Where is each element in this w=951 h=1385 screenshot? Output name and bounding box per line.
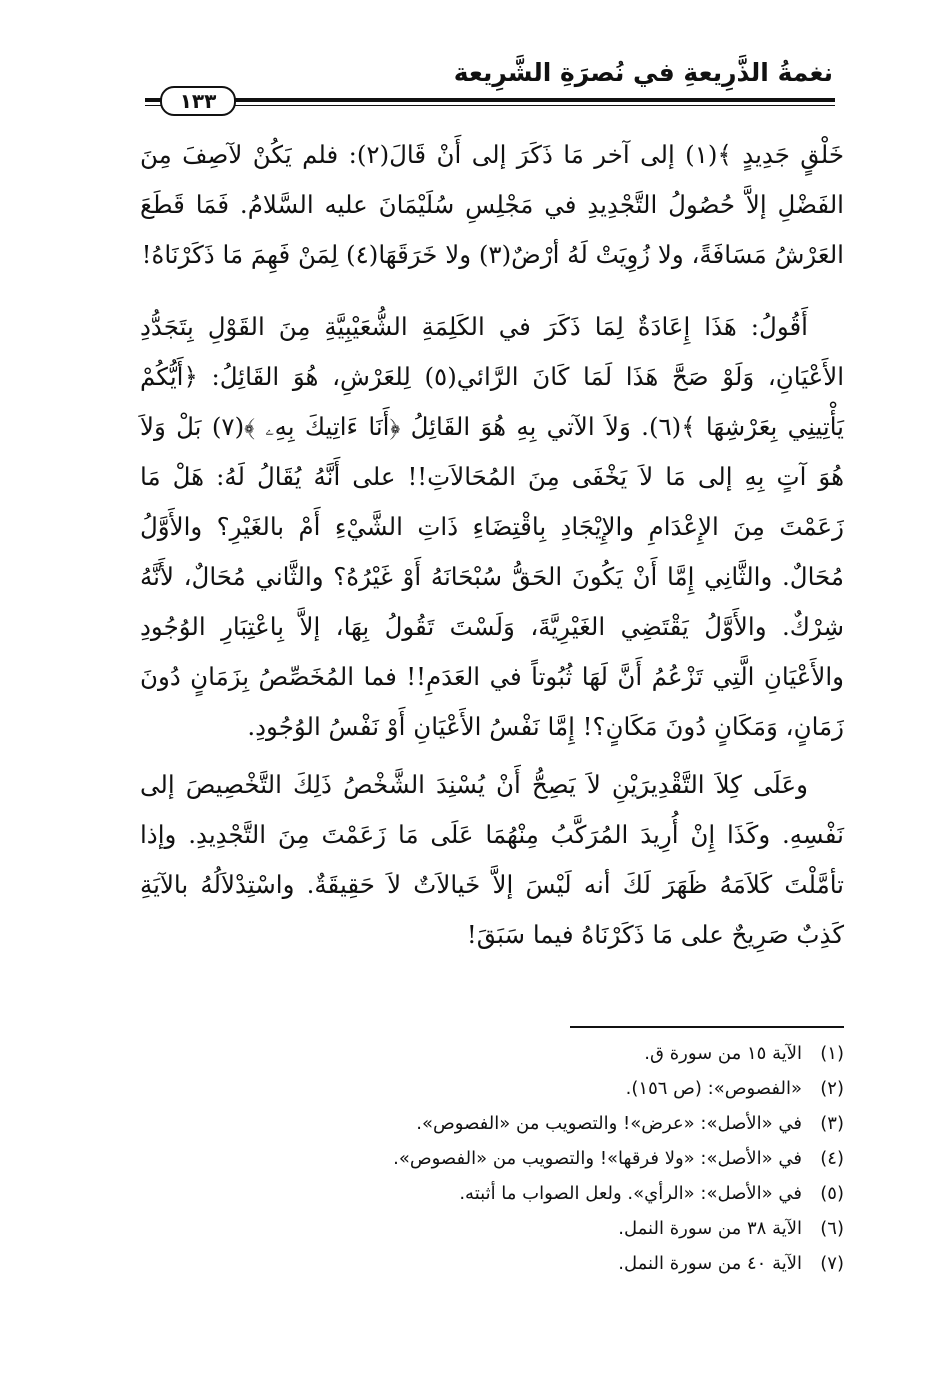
footnote-number: (١) bbox=[820, 1043, 844, 1064]
footnote-text: «الفصوص»: (ص ١٥٦). bbox=[625, 1078, 802, 1099]
footnote-number: (٤) bbox=[820, 1148, 844, 1169]
footnote-text: في «الأصل»: «عرض»! والتصويب من «الفصوص». bbox=[416, 1113, 802, 1134]
paragraph: خَلْقٍ جَدِيدٍ ﴾(١) إلى آخر مَا ذَكَرَ إلى أَنْ قَالَ(٢): فلم يَكُنْ لآصِفَ مِنَ الفَضْلِ إلاَّ حُصُولُ التَّجْدِيدِ في مَجْلِسِ سُلَيْمَانَ عليه السَّلامُ. فَمَا قَطَعَ العَرْشُ مَسَافَةً، ولا زُوِيَتْ لَهُ أرْضٌ(٣) ولا خَرَقَهَا(٤) لِمَنْ فَهِمَ مَا ذَكَرْنَاهُ! bbox=[140, 140, 844, 269]
paragraph: أَقُولُ: هَذَا إِعَادَةٌ لِمَا ذَكَرَ في الكَلِمَةِ الشُّعَيْبِيَّةِ مِنَ القَوْلِ بِتَجَدُّدِ الأَعْيَانِ، وَلَوْ صَحَّ هَذَا لَمَا كَانَ الرَّائي(٥) لِلعَرْشِ، هُوَ القَائِلُ: ﴿أَيُّكُمْ يَأْتِينِي بِعَرْشِهَا ﴾(٦). وَلاَ الآتي بِهِ هُوَ القَائِلُ ﴿أَنَا ءَاتِيكَ بِهِۦ ﴾(٧) بَلْ وَلاَ هُوَ آتٍ بِهِ إلى مَا لاَ يَخْفَى مِنَ المُحَالاَتِ!! على أَنَّهُ يُقَالُ لَهُ: هَلْ مَا زَعَمْتَ مِنَ الإِعْدَامِ والإِيْجَادِ بِاقْتِضَاءِ ذَاتِ الشَّيْءِ أَمْ بالغَيْرِ؟ والأَوَّلُ مُحَالٌ. والثَّانِي إِمَّا أَنْ يَكُونَ الحَقُّ سُبْحَانَهُ أَوْ غَيْرُهُ؟ والثَّاني مُحَالٌ، لأَنَّهُ شِرْكٌ. والأَوَّلُ يَقْتَضِي الغَيْرِيَّةَ، وَلَسْتَ تَقُولُ بِهَا، إلاَّ بِاعْتِبَارِ الوُجُودِ والأَعْيَانِ الَّتِي تَزْعُمُ أَنَّ لَهَا ثُبُوتاً في العَدَمِ!! فما المُخَصِّصُ بِزَمَانٍ دُونَ زَمَانٍ، وَمَكَانٍ دُونَ مَكَانٍ؟! إِمَّا نَفْسُ الأَعْيَانِ أَوْ نَفْسُ الوُجُودِ. bbox=[140, 312, 845, 741]
footnote-separator bbox=[570, 1026, 844, 1028]
paragraph: وعَلَى كِلاَ التَّقْدِيرَيْنِ لاَ يَصِحُّ أَنْ يُسْنِدَ الشَّخْصُ ذَلِكَ التَّخْصِيصَ إلى نَفْسِهِ. وكَذَا إِنْ أُرِيدَ المُرَكَّبُ مِنْهُمَا عَلَى مَا زَعَمْتَ مِنَ التَّجْدِيدِ. وإذا تأمَّلْتَ كَلاَمَهُ ظَهَرَ لَكَ أنه لَيْسَ إلاَّ خَيالاَتٌ لاَ حَقِيقَةٌ. واسْتِدْلاَلُهُ بالآيَةِ كَذِبٌ صَرِيحٌ على مَا ذَكَرْنَاهُ فيما سَبَقَ! bbox=[140, 770, 844, 949]
footnote bbox=[140, 1176, 844, 1211]
footnote-text: في «الأصل»: «الرأي». ولعل الصواب ما أثبته. bbox=[459, 1183, 802, 1204]
footnote-number: (٣) bbox=[820, 1113, 844, 1134]
header-rule-thick bbox=[145, 98, 835, 102]
footnotes bbox=[140, 1036, 844, 1281]
running-title: نغمةُ الذَّرِيعةِ في نُصرَةِ الشَّرِيعة bbox=[453, 58, 833, 87]
footnote-text: الآية ٤٠ من سورة النمل. bbox=[618, 1253, 802, 1274]
footnote-text: الآية ١٥ من سورة ق. bbox=[644, 1043, 802, 1064]
header-rule-thin bbox=[145, 105, 835, 106]
footnote bbox=[140, 1246, 844, 1281]
footnote bbox=[140, 1036, 844, 1071]
footnote-number: (٥) bbox=[820, 1183, 844, 1204]
footnote bbox=[140, 1141, 844, 1176]
footnote-number: (٧) bbox=[820, 1253, 844, 1274]
footnote-number: (٦) bbox=[820, 1218, 844, 1239]
footnote-number: (٢) bbox=[820, 1078, 844, 1099]
footnote-text: الآية ٣٨ من سورة النمل. bbox=[618, 1218, 802, 1239]
main-text bbox=[140, 130, 844, 960]
page-number: ١٣٣ bbox=[160, 86, 236, 116]
footnote bbox=[140, 1106, 844, 1141]
footnote bbox=[140, 1211, 844, 1246]
footnote-text: في «الأصل»: «ولا فرقها»! والتصويب من «الفصوص». bbox=[393, 1148, 802, 1169]
footnote bbox=[140, 1071, 844, 1106]
